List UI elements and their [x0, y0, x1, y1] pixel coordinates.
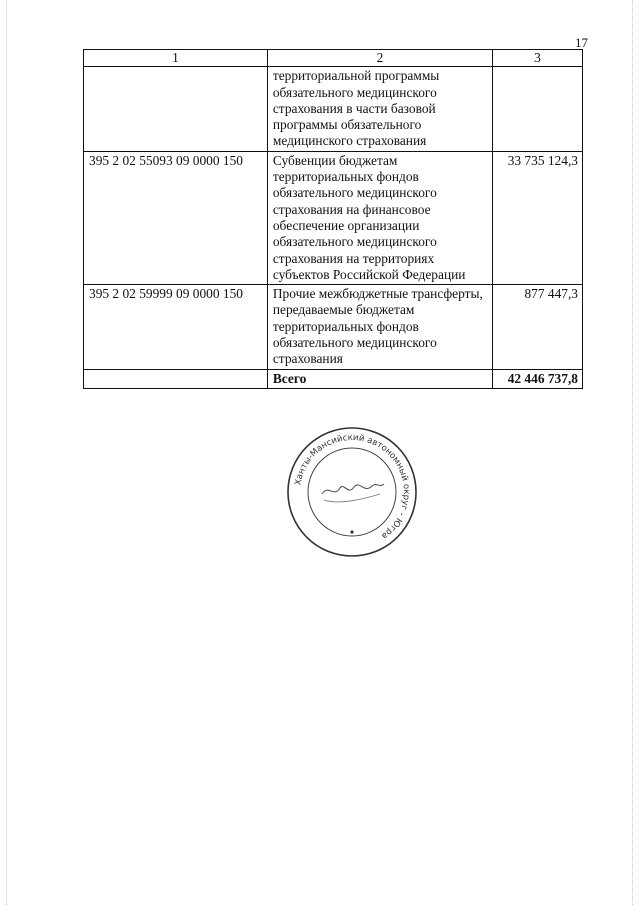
- stamp-ring-text: Ханты-Мансийский автономный округ - Югра: [293, 432, 412, 541]
- scan-edge-left: [6, 0, 7, 905]
- table-row: [84, 285, 583, 369]
- row-code: 395 2 02 55093 09 0000 150: [84, 151, 268, 284]
- budget-table: [83, 49, 583, 389]
- total-row: [84, 369, 583, 388]
- row-description: территориальной программы обязательного медицинского страхования в части базовой программы обязательного медицинского страхования: [267, 67, 492, 151]
- total-label: Всего: [267, 369, 492, 388]
- column-header-3: 3: [493, 50, 583, 67]
- row-description: Прочие межбюджетные трансферты, передаваемые бюджетам территориальных фондов обязательного медицинского страхования: [267, 285, 492, 369]
- column-header-2: 2: [267, 50, 492, 67]
- stamp-signature: [322, 484, 384, 494]
- page-number: 17: [575, 35, 588, 50]
- row-description: Субвенции бюджетам территориальных фондов обязательного медицинского страхования на финансовое обеспечение организации обязательного медицинского страхования на территориях субъектов Российской Федерации: [267, 151, 492, 284]
- official-stamp: [284, 424, 420, 560]
- row-amount: [493, 67, 583, 151]
- total-code: [84, 369, 268, 388]
- table-row: [84, 151, 583, 284]
- row-code: [84, 67, 268, 151]
- row-amount: 33 735 124,3: [493, 151, 583, 284]
- table-header-row: [84, 50, 583, 67]
- column-header-1: 1: [84, 50, 268, 67]
- row-amount: 877 447,3: [493, 285, 583, 369]
- row-code: 395 2 02 59999 09 0000 150: [84, 285, 268, 369]
- total-amount: 42 446 737,8: [493, 369, 583, 388]
- stamp-outer-ring: [288, 428, 416, 556]
- stamp-signature-underline: [324, 494, 380, 502]
- table-row: [84, 67, 583, 151]
- stamp-inner-ring: [308, 448, 396, 536]
- stamp-dot: [350, 530, 353, 533]
- scan-edge-right: [632, 0, 633, 905]
